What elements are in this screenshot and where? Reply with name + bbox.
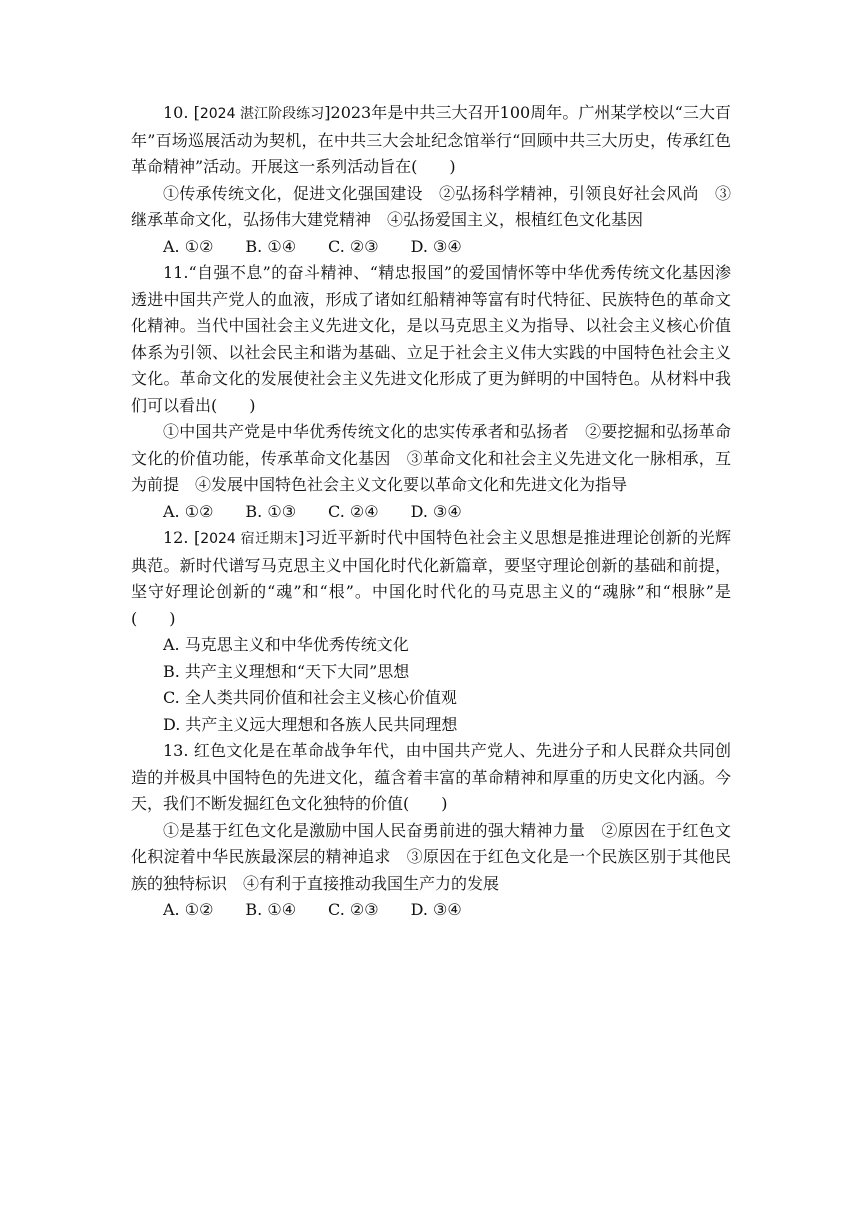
question-12-stem: 12. [2024 宿迁期末]习近平新时代中国特色社会主义思想是推进理论创新的光辉典范。新时代谱写马克思主义中国化时代化新篇章，要坚守理论创新的基础和前提，坚守好理论创新的“魂”和“根”。中国化时代化的马克思主义的“魂脉”和“根脉”是( ) [131, 528, 731, 628]
question-11-options: A. ①② B. ①③ C. ②④ D. ③④ [163, 501, 462, 521]
question-11 [131, 260, 731, 525]
question-13-stem [131, 738, 731, 818]
question-10-statements: ①传承传统文化，促进文化强国建设 ②弘扬科学精神，引领良好社会风尚 ③继承革命文化，弘扬伟大建党精神 ④弘扬爱国主义，根植红色文化基因 [131, 183, 731, 229]
question-stem-text: 2023年是中共三大召开100周年。广州某学校以“三大百年”百场巡展活动为契机，在中共三大会址纪念馆举行“回顾中共三大历史，传承红色革命精神”活动。开展这一系列活动旨在( ) [131, 103, 731, 176]
question-13-options: A. ①② B. ①④ C. ②③ D. ③④ [163, 900, 462, 919]
question-10 [131, 100, 731, 260]
choice-c: C. 全人类共同价值和社会主义核心价值观 [163, 688, 457, 707]
question-number: 12. [163, 528, 189, 547]
question-13-statements: ①是基于红色文化是激励中国人民奋勇前进的强大精神力量 ②原因在于红色文化积淀着中华民族最深层的精神追求 ③原因在于红色文化是一个民族区别于其他民族的独特标识 ④有利于直接推动我国生产力的发展 [131, 820, 731, 893]
exam-page [131, 100, 731, 924]
question-10-options: A. ①② B. ①④ C. ②③ D. ③④ [163, 236, 462, 256]
choice-d: D. 共产主义远大理想和各族人民共同理想 [163, 714, 458, 734]
choice-b: B. 共产主义理想和“天下大同”思想 [163, 661, 410, 681]
question-13 [131, 738, 731, 924]
choice-a: A. 马克思主义和中华优秀传统文化 [163, 635, 409, 654]
question-stem-text: 习近平新时代中国特色社会主义思想是推进理论创新的光辉典范。新时代谱写马克思主义中国化时代化新篇章，要坚守理论创新的基础和前提，坚守好理论创新的“魂”和“根”。中国化时代化的马克思主义的“魂脉”和“根脉”是( ) [131, 528, 731, 628]
question-stem-text: 红色文化是在革命战争年代，由中国共产党人、先进分子和人民群众共同创造的并极具中国特色的先进文化，蕴含着丰富的革命精神和厚重的历史文化内涵。今天，我们不断发掘红色文化独特的价值( ) [131, 741, 731, 813]
question-number: 10. [163, 103, 189, 122]
question-11-stem [131, 260, 731, 419]
question-10-stem: 10. [2024 湛江阶段练习]2023年是中共三大召开100周年。广州某学校以“三大百年”百场巡展活动为契机，在中共三大会址纪念馆举行“回顾中共三大历史，传承红色革命精神”活动。开展这一系列活动旨在( ) [131, 103, 731, 176]
question-11-statements: ①中国共产党是中华优秀传统文化的忠实传承者和弘扬者 ②要挖掘和弘扬革命文化的价值功能，传承革命文化基因 ③革命文化和社会主义先进文化一脉相承，互为前提 ④发展中国特色社会主义文化要以革命文化和先进文化为指导 [131, 422, 731, 494]
question-12 [131, 525, 731, 738]
question-source-tag: 2024 湛江阶段练习 [199, 106, 325, 122]
question-source-tag: 2024 宿迁期末 [200, 531, 299, 547]
question-number: 11. [163, 263, 189, 282]
question-number: 13. [163, 741, 189, 760]
question-stem-text: “自强不息”的奋斗精神、“精忠报国”的爱国情怀等中华优秀传统文化基因渗透进中国共产党人的血液，形成了诸如红船精神等富有时代特征、民族特色的革命文化精神。当代中国社会主义先进文化，是以马克思主义为指导、以社会主义核心价值体系为引领、以社会民主和谐为基础、立足于社会主义伟大实践的中国特色社会主义文化。革命文化的发展使社会主义先进文化形成了更为鲜明的中国特色。从材料中我们可以看出( ) [131, 263, 731, 415]
